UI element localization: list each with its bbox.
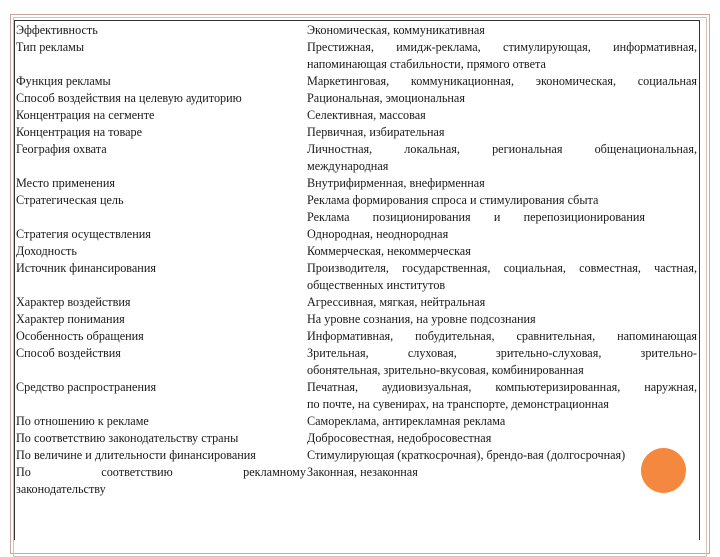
type-line: Реклама позиционирования и перепозиционирования <box>307 210 645 224</box>
type-line: Внутрифирменная, внефирменная <box>307 176 485 190</box>
type-line: Самореклама, антирекламная реклама <box>307 414 506 428</box>
type-line: На уровне сознания, на уровне подсознания <box>307 312 536 326</box>
type-line: Первичная, избирательная <box>307 125 445 139</box>
criterion-line: законодательству <box>16 482 106 496</box>
criterion-line: По соответствию законодательству страны <box>16 431 239 445</box>
criterion-line: Место применения <box>16 176 115 190</box>
type-line: по почте, на сувенирах, на транспорте, демонстрационная <box>307 397 609 411</box>
type-line: Зрительная, слуховая, зрительно-слуховая, зрительно- <box>307 346 697 360</box>
criterion-line <box>16 56 306 73</box>
type-line: Экономическая, коммуникативная <box>307 23 485 37</box>
type-line: Селективная, массовая <box>307 108 426 122</box>
criterion-line: Эффективность <box>16 23 98 37</box>
types-column <box>307 22 697 498</box>
type-line: Стимулирующая (краткосрочная), брендо-вая (долгосрочная) <box>307 448 626 462</box>
criterion-line: По величине и длительности финансирования <box>16 448 256 462</box>
criterion-line: Особенность обращения <box>16 329 144 343</box>
type-line: Законная, незаконная <box>307 465 418 479</box>
type-line: Информативная, побудительная, сравнительная, напоминающая <box>307 329 697 343</box>
type-line: Реклама формирования спроса и стимулирования сбыта <box>307 193 599 207</box>
type-line: Агрессивная, мягкая, нейтральная <box>307 295 486 309</box>
criterion-line <box>16 277 306 294</box>
type-line: Рациональная, эмоциональная <box>307 91 465 105</box>
criterion-line: Концентрация на сегменте <box>16 108 155 122</box>
criterion-line: Функция рекламы <box>16 74 111 88</box>
type-line: напоминающая стабильности, прямого ответа <box>307 57 546 71</box>
type-line: Коммерческая, некоммерческая <box>307 244 471 258</box>
type-line: Маркетинговая, коммуникационная, экономическая, социальная <box>307 74 697 88</box>
criterion-line: Характер воздействия <box>16 295 131 309</box>
criterion-line <box>16 362 306 379</box>
criterion-line: География охвата <box>16 142 107 156</box>
type-line: Печатная, аудиовизуальная, компьютеризированная, наружная, <box>307 380 697 394</box>
type-line <box>307 481 697 498</box>
decorative-orange-circle <box>641 448 686 493</box>
criterion-line <box>16 209 306 226</box>
criterion-line: Концентрация на товаре <box>16 125 143 139</box>
criterion-line: Тип рекламы <box>16 40 85 54</box>
criterion-line: Источник финансирования <box>16 261 156 275</box>
criteria-column <box>16 22 306 498</box>
type-line: общественных институтов <box>307 278 446 292</box>
type-line: Престижная, имидж-реклама, стимулирующая, информативная, <box>307 40 697 54</box>
type-line: Производителя, государственная, социальная, совместная, частная, <box>307 261 697 275</box>
type-line: международная <box>307 159 389 173</box>
criterion-line: По соответствию рекламному <box>16 465 306 479</box>
criterion-line: Доходность <box>16 244 77 258</box>
type-line: Личностная, локальная, региональная общенациональная, <box>307 142 697 156</box>
type-line: Однородная, неоднородная <box>307 227 449 241</box>
criterion-line: По отношению к рекламе <box>16 414 149 428</box>
criterion-line: Стратегия осуществления <box>16 227 151 241</box>
criterion-line <box>16 396 306 413</box>
type-line: обонятельная, зрительно-вкусовая, комбинированная <box>307 363 584 377</box>
criterion-line: Способ воздействия на целевую аудиторию <box>16 91 242 105</box>
criterion-line <box>16 158 306 175</box>
criterion-line: Характер понимания <box>16 312 125 326</box>
criterion-line: Стратегическая цель <box>16 193 124 207</box>
type-line: Добросовестная, недобросовестная <box>307 431 492 445</box>
criterion-line: Способ воздействия <box>16 346 121 360</box>
criterion-line: Средство распространения <box>16 380 157 394</box>
